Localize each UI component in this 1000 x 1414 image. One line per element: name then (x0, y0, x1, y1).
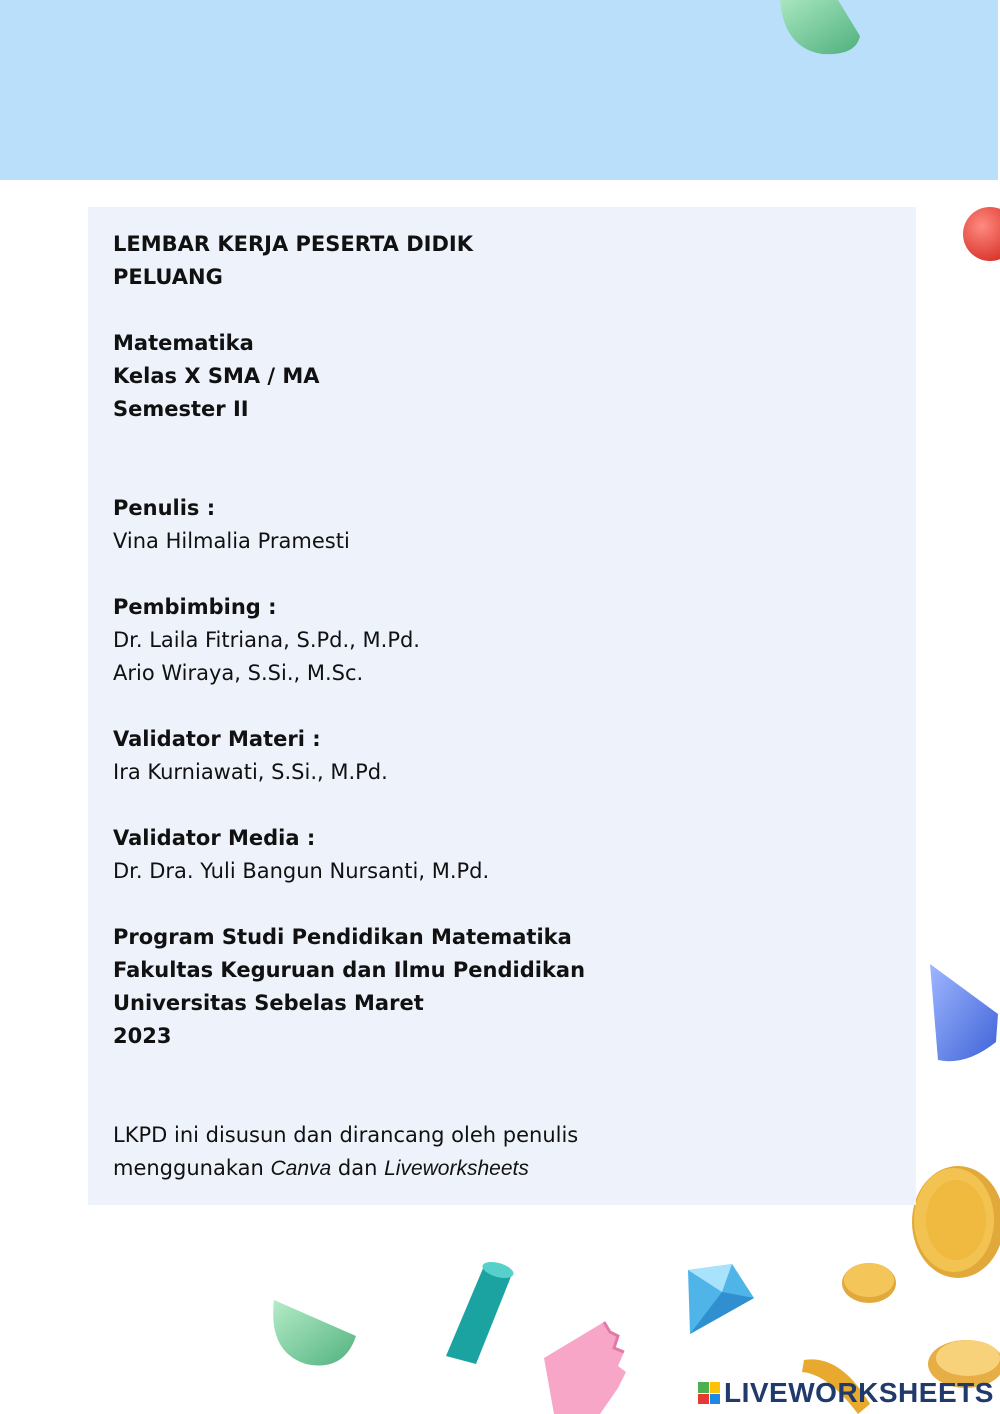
document-content (113, 228, 813, 1185)
liveworksheets-logo-icon (698, 1382, 720, 1404)
subject-name: Matematika (113, 331, 254, 355)
diamond-icon (682, 1262, 756, 1336)
advisor-name: Dr. Laila Fitriana, S.Pd., M.Pd. (113, 628, 420, 652)
advisor-name: Ario Wiraya, S.Si., M.Sc. (113, 661, 364, 685)
subject-grade: Kelas X SMA / MA (113, 364, 320, 388)
tool-liveworksheets: Liveworksheets (384, 1157, 529, 1180)
media-validator-label: Validator Media : (113, 826, 316, 850)
year: 2023 (113, 1024, 172, 1048)
brand-name: LIVEWORKSHEETS (724, 1377, 994, 1408)
author-label: Penulis : (113, 496, 216, 520)
blue-cone-icon (926, 962, 1000, 1066)
red-sphere-icon (962, 206, 1000, 262)
tool-canva: Canva (270, 1157, 332, 1180)
author-name: Vina Hilmalia Pramesti (113, 529, 350, 553)
advisor-label: Pembimbing : (113, 595, 277, 619)
teal-cylinder-icon (440, 1260, 518, 1368)
pink-stairs-icon (540, 1318, 630, 1414)
study-program: Program Studi Pendidikan Matematika (113, 925, 572, 949)
gold-coin-small-icon (840, 1260, 898, 1304)
green-hemisphere-top-icon (778, 0, 862, 56)
material-validator-label: Validator Materi : (113, 727, 321, 751)
green-hemisphere-bottom-icon (268, 1296, 358, 1370)
note-line-1: LKPD ini disusun dan dirancang oleh penulis (113, 1123, 579, 1147)
media-validator-name: Dr. Dra. Yuli Bangun Nursanti, M.Pd. (113, 859, 490, 883)
university: Universitas Sebelas Maret (113, 991, 424, 1015)
note-line-2: menggunakan Canva dan Liveworksheets (113, 1156, 529, 1180)
gold-coin-large-icon (906, 1162, 1000, 1282)
faculty: Fakultas Keguruan dan Ilmu Pendidikan (113, 958, 586, 982)
title-line-1: LEMBAR KERJA PESERTA DIDIK (113, 232, 473, 256)
liveworksheets-logo (698, 1376, 994, 1410)
material-validator-name: Ira Kurniawati, S.Si., M.Pd. (113, 760, 388, 784)
subject-semester: Semester II (113, 397, 249, 421)
title-line-2: PELUANG (113, 265, 223, 289)
